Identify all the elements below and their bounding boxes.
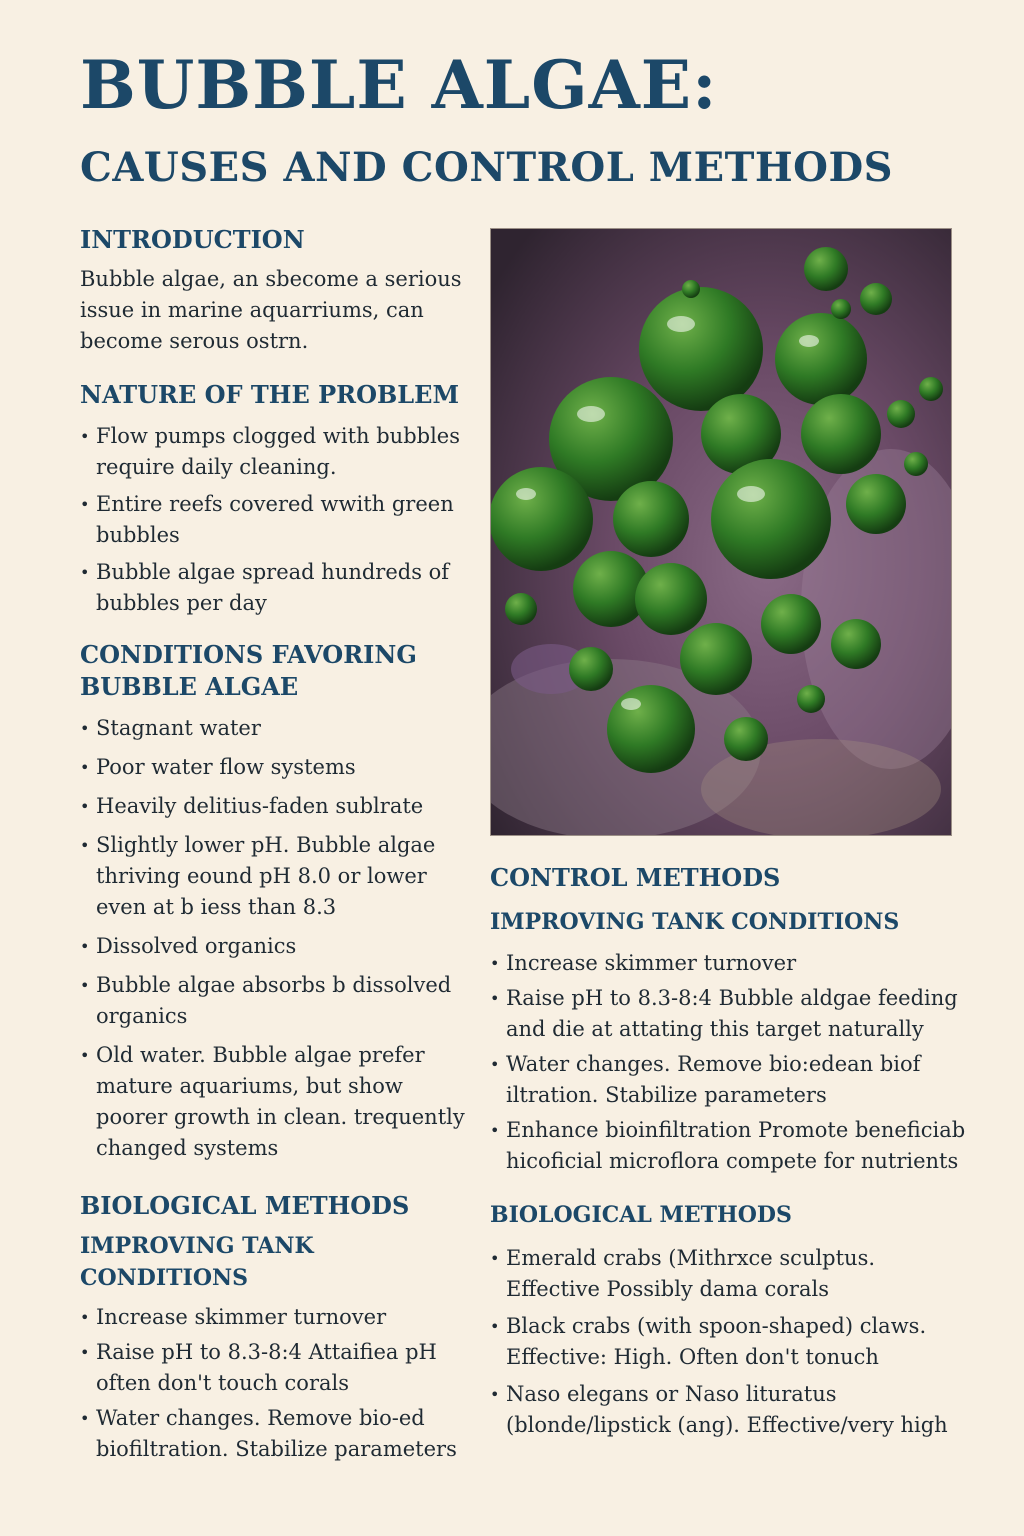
biological-methods-left-section [80, 1190, 480, 1465]
conditions-section [80, 639, 480, 1164]
biological-right-list [490, 1243, 970, 1441]
list-item: • Stagnant water [80, 713, 480, 744]
list-item: • Naso elegans or Naso lituratus (blonde/lipstick (ang). Effective/very high [490, 1379, 970, 1441]
list-item: • Raise pH to 8.3-8:4 Attaifiea pH often don't touch corals [80, 1337, 480, 1399]
list-item: • Heavily delitius-faden sublrate [80, 791, 480, 822]
page-title: BUBBLE ALGAE: [80, 46, 718, 124]
bubble-algae-photo [490, 228, 952, 836]
introduction-text: Bubble algae, an sbecome a serious issue in marine aquarriums, can become serous ostrn. [80, 267, 462, 353]
list-item: • Slightly lower pH. Bubble algae thriving eound pH 8.0 or lower even at b iess than 8.3 [80, 830, 480, 923]
list-item: • Increase skimmer turnover [80, 1302, 480, 1333]
nature-heading: NATURE OF THE PROBLEM [80, 380, 460, 409]
left-column [80, 224, 480, 1465]
list-item: • Enhance bioinfiltration Promote beneficiab hicoficial microflora compete for nutrients [490, 1115, 970, 1177]
list-item: • Bubble algae absorbs b dissolved organics [80, 970, 480, 1032]
biological-left-list [80, 1302, 480, 1465]
control-list [490, 948, 970, 1177]
list-item: • Flow pumps clogged with bubbles require daily cleaning. [80, 421, 480, 483]
list-item: • Emerald crabs (Mithrxce sculptus. Effective Possibly dama corals [490, 1243, 970, 1305]
improving-tank-conditions-subheading: IMPROVING TANK CONDITIONS [80, 1233, 314, 1291]
page-subtitle: CAUSES AND CONTROL METHODS [80, 144, 894, 191]
list-item: • Bubble algae spread hundreds of bubbles per day [80, 557, 480, 619]
introduction-section [80, 224, 480, 357]
list-item: • Entire reefs covered wwith green bubbles [80, 489, 480, 551]
biological-methods-right-section [490, 1199, 970, 1441]
list-item: • Old water. Bubble algae prefer mature aquariums, but show poorer growth in clean. trequently changed systems [80, 1040, 480, 1164]
control-methods-heading: CONTROL METHODS [490, 863, 781, 892]
list-item: • Increase skimmer turnover [490, 948, 970, 979]
list-item: • Black crabs (with spoon-shaped) claws. Effective: High. Often don't tonuch [490, 1311, 970, 1373]
conditions-heading: CONDITIONS FAVORING BUBBLE ALGAE [80, 640, 417, 701]
list-item: • Poor water flow systems [80, 752, 480, 783]
improving-tank-conditions-subheading: IMPROVING TANK CONDITIONS [490, 909, 900, 935]
list-item: • Water changes. Remove bio:edean biof iltration. Stabilize parameters [490, 1049, 970, 1111]
biological-methods-heading: BIOLOGICAL METHODS [80, 1191, 410, 1220]
conditions-list [80, 713, 480, 1164]
nature-section [80, 379, 480, 619]
list-item: • Water changes. Remove bio-ed biofiltration. Stabilize parameters [80, 1403, 480, 1465]
nature-list [80, 421, 480, 619]
list-item: • Dissolved organics [80, 931, 480, 962]
introduction-heading: INTRODUCTION [80, 225, 305, 254]
right-column [490, 862, 970, 1441]
biological-methods-heading: BIOLOGICAL METHODS [490, 1202, 792, 1228]
list-item: • Raise pH to 8.3-8:4 Bubble aldgae feeding and die at attating this target naturally [490, 983, 970, 1045]
control-methods-section [490, 862, 970, 1177]
